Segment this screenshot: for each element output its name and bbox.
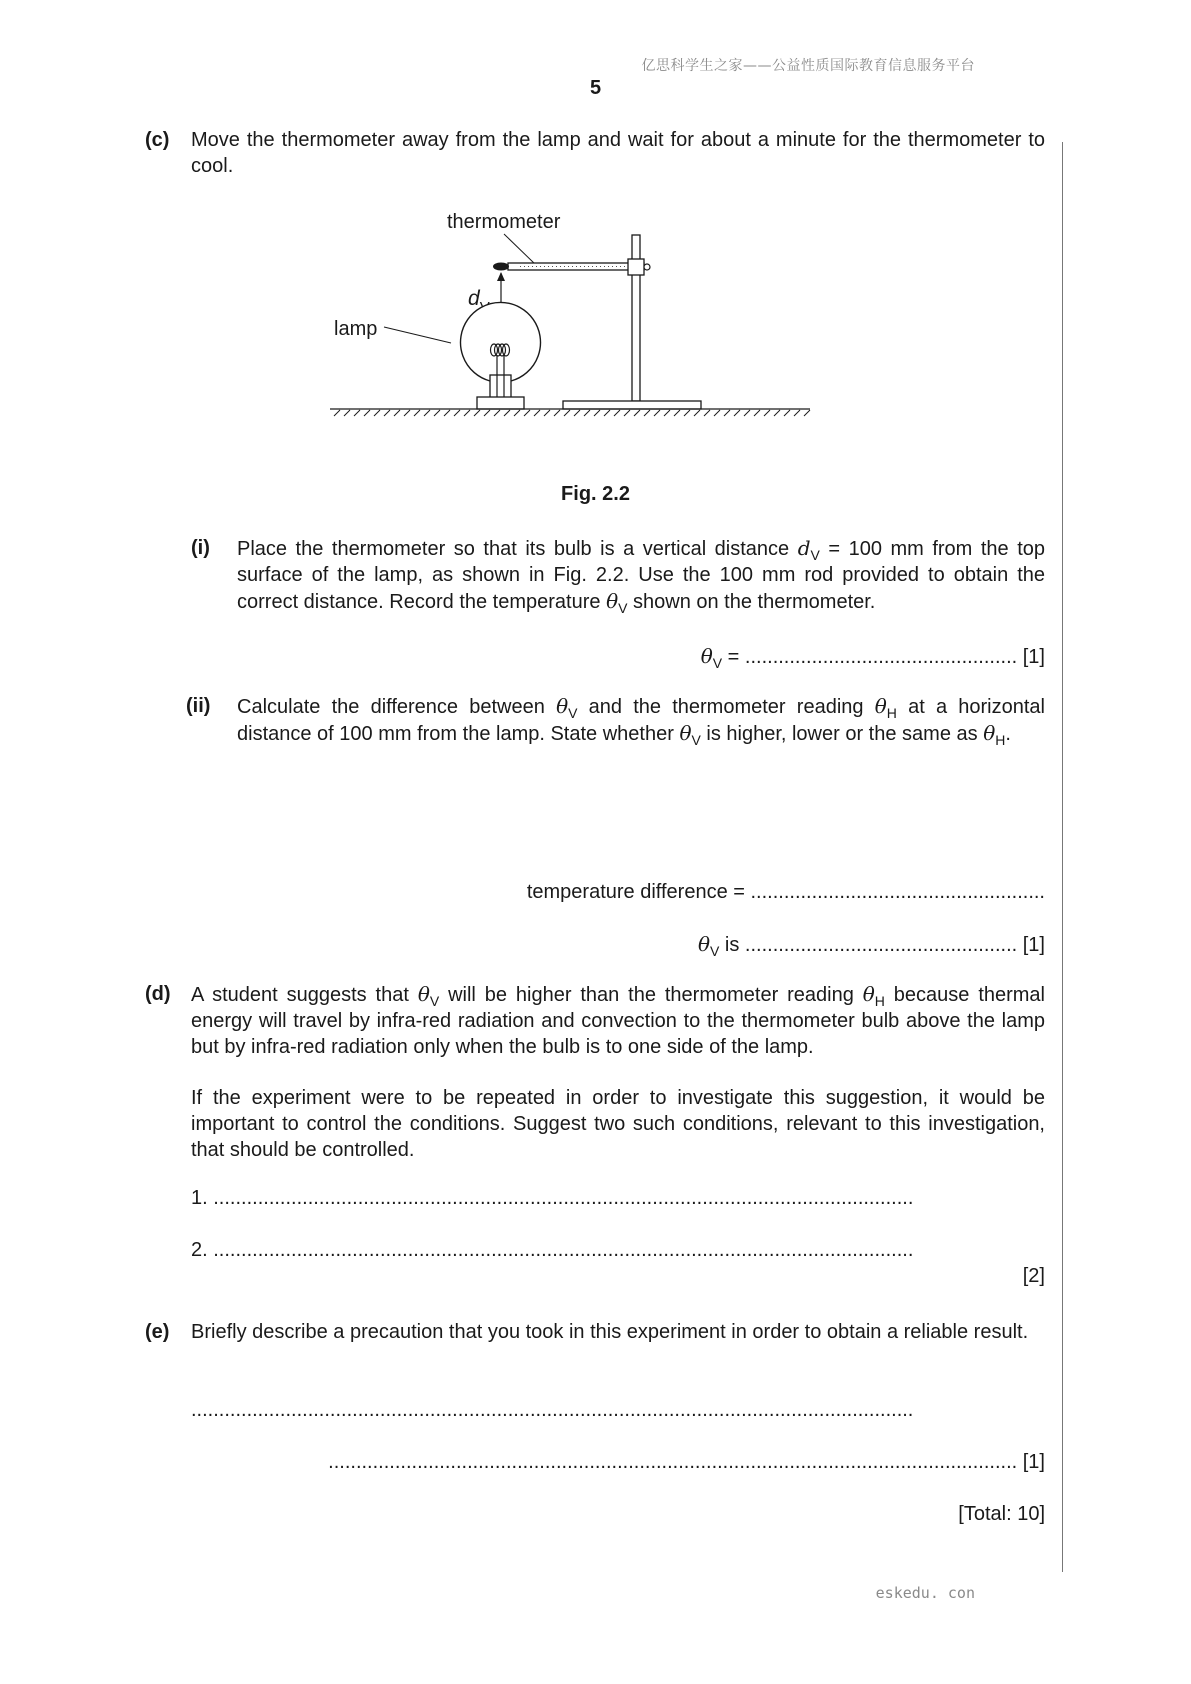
thermometer-bulb xyxy=(493,263,509,271)
part-c-i-answer-line[interactable]: $\theta_V$ = ................................................. [1] xyxy=(700,644,1045,671)
distance-label: d xyxy=(468,287,480,310)
part-c-ii-label: (ii) xyxy=(186,695,211,717)
part-e-answer-line-2[interactable]: ............................................................................................................................ [1] xyxy=(328,1451,1045,1473)
part-e-mark: [1] xyxy=(1022,1451,1045,1473)
watermark-header: 亿思科学生之家——公益性质国际教育信息服务平台 xyxy=(641,58,975,74)
part-e-answer-line-1[interactable]: .................................................................................................................................. xyxy=(191,1399,914,1421)
lamp-bulb xyxy=(461,302,541,381)
part-d-mark: [2] xyxy=(1022,1265,1045,1287)
part-e-label: (e) xyxy=(145,1321,170,1343)
part-d-text: A student suggests that $\theta_V$ will be higher than the thermometer reading $\theta_H$ because thermal energy will travel by infra-red radiation and convection to the thermometer bulb above the lamp but by infra-red radiation only when the bulb is to one side of the lamp. xyxy=(191,982,1046,1058)
thermometer-label: thermometer xyxy=(447,211,561,233)
thermometer-leader-line xyxy=(504,234,536,265)
part-c-i-mark: [1] xyxy=(1022,646,1045,668)
figure-2-2 xyxy=(320,205,820,455)
part-e-text: Briefly describe a precaution that you took in this experiment in order to obtain a reliable result. xyxy=(191,1321,1029,1343)
figure-caption: Fig. 2.2 xyxy=(561,483,630,505)
part-c-i-text: Place the thermometer so that its bulb is a vertical distance $d_V = 100$ mm from the top surface of the lamp, as shown in Fig. 2.2. Use the 100 mm rod provided to obtain the correct distance. Record the temperature $\theta_V$ shown on the thermometer. xyxy=(237,536,1045,616)
temperature-difference-line[interactable]: temperature difference = ..................................................... xyxy=(526,881,1045,903)
part-d-label: (d) xyxy=(145,983,171,1005)
bench-hatching xyxy=(334,410,810,416)
part-d-answer-line-1[interactable]: 1. .............................................................................................................................. xyxy=(191,1187,914,1209)
part-c-ii-text: Calculate the difference between $\theta_V$ and the thermometer reading $\theta_H$ at a horizontal distance of 100 mm from the lamp. State whether $\theta_V$ is higher, lower or the same as $\theta_H$. xyxy=(237,694,1045,748)
part-c-i-label: (i) xyxy=(191,537,210,559)
part-c-ii-mark: [1] xyxy=(1022,934,1045,956)
lamp-leader-line xyxy=(384,327,451,343)
page-number: 5 xyxy=(589,77,602,99)
boss-clamp xyxy=(628,259,644,275)
part-c-text: Move the thermometer away from the lamp and wait for about a minute for the thermometer to cool. xyxy=(191,129,1045,177)
lamp-label: lamp xyxy=(334,318,378,340)
stand-base xyxy=(563,401,701,409)
footer-site: eskedu. con xyxy=(875,1584,975,1602)
part-d-answer-line-2[interactable]: 2. .............................................................................................................................. xyxy=(191,1239,914,1261)
theta-v-comparison-line[interactable]: $\theta_V$ is ................................................. [1] xyxy=(697,932,1045,959)
part-d-paragraph-2: If the experiment were to be repeated in order to investigate this suggestion, it would be important to control the conditions. Suggest two such conditions, relevant to this investigation, that should be controlled. xyxy=(191,1087,1045,1161)
total-marks: [Total: 10] xyxy=(958,1503,1045,1525)
lamp-base xyxy=(477,397,524,409)
part-c-label: (c) xyxy=(145,129,170,151)
margin-rule xyxy=(1062,142,1063,1572)
